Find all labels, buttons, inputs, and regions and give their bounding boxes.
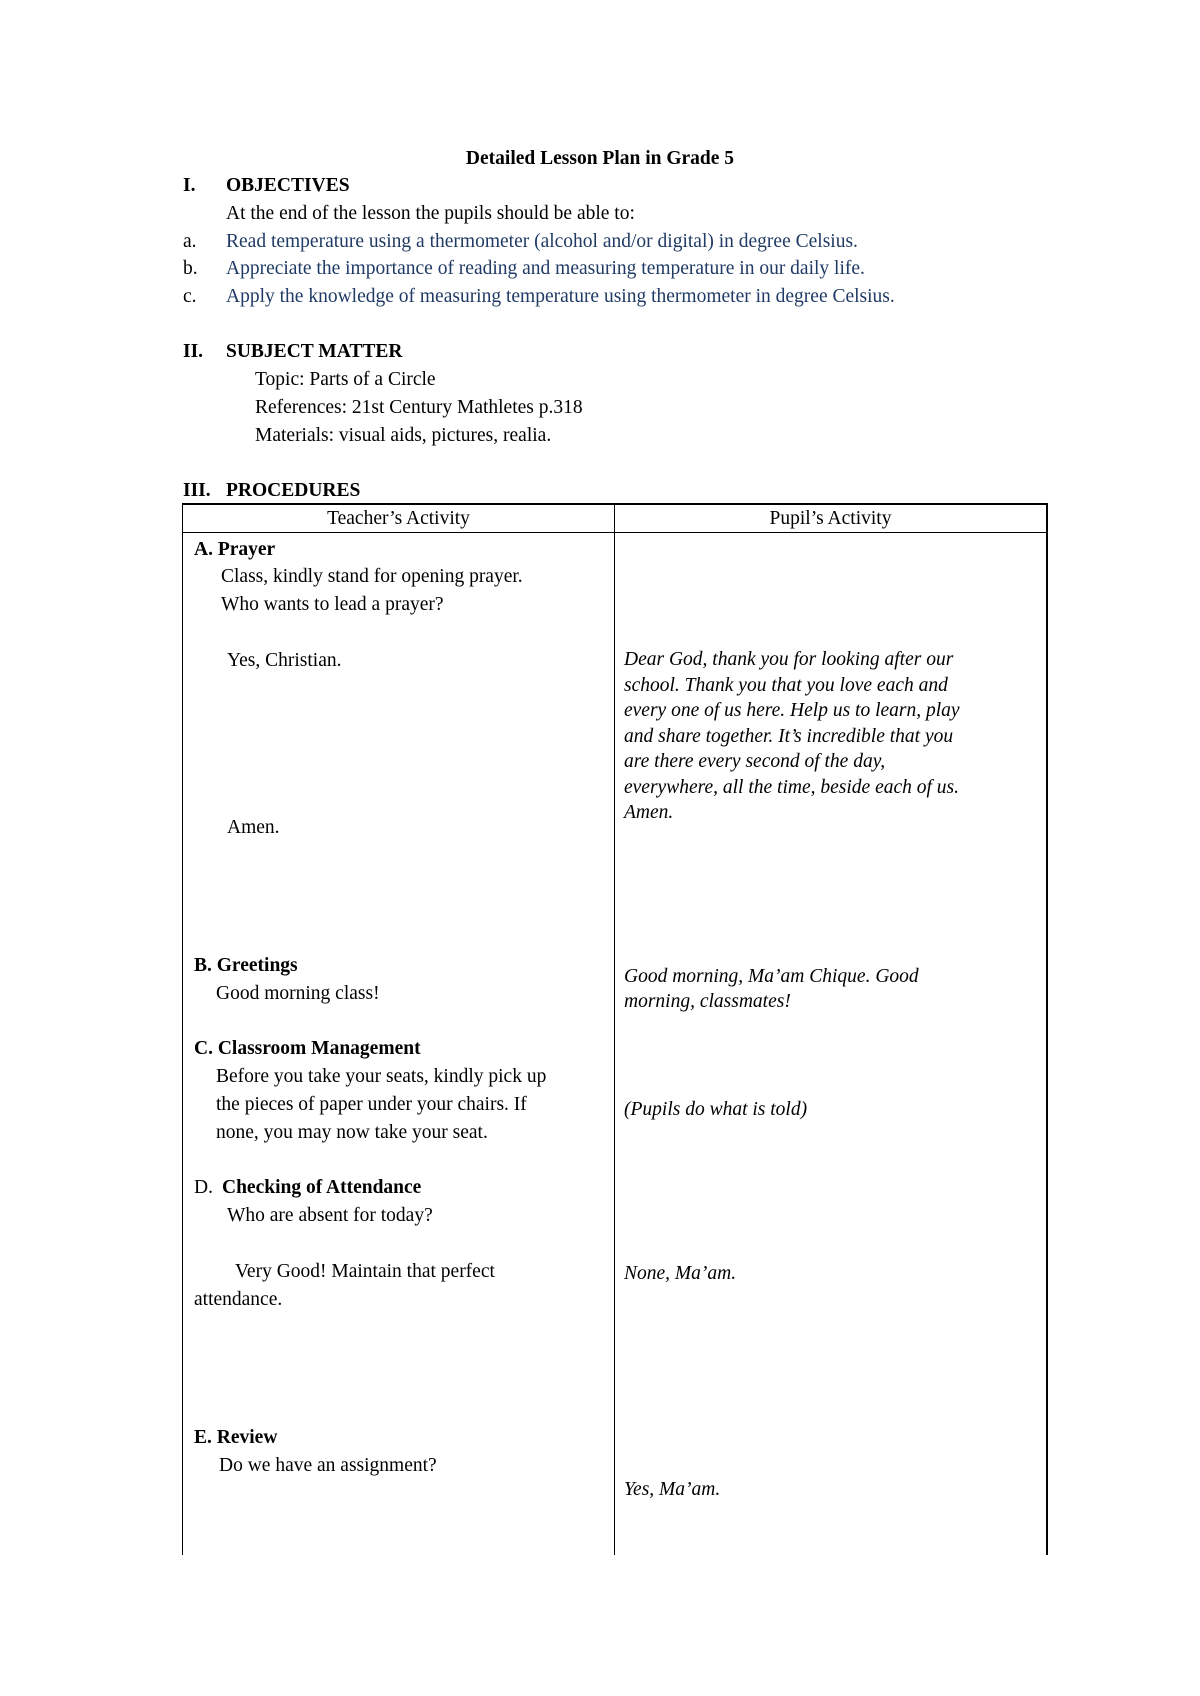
- page-title: Detailed Lesson Plan in Grade 5: [465, 148, 735, 169]
- pupil-line: and share together. It’s incredible that you: [624, 726, 954, 747]
- subject-matter-heading: SUBJECT MATTER: [226, 341, 403, 362]
- column-header-pupil: Pupil’s Activity: [769, 508, 892, 529]
- table-header-divider: [182, 532, 1048, 533]
- review-heading: E. Review: [194, 1427, 278, 1448]
- table-border-left: [182, 503, 183, 1555]
- teacher-line: Class, kindly stand for opening prayer.: [221, 566, 523, 587]
- teacher-line: Amen.: [227, 817, 280, 838]
- teacher-line: Good morning class!: [216, 983, 380, 1004]
- attendance-heading: Checking of Attendance: [222, 1177, 422, 1198]
- subject-topic: Topic: Parts of a Circle: [255, 369, 436, 390]
- greetings-heading: B. Greetings: [194, 955, 298, 976]
- objective-marker: a.: [183, 231, 197, 252]
- pupil-line: None, Ma’am.: [624, 1263, 737, 1284]
- procedures-heading: PROCEDURES: [226, 480, 361, 501]
- subject-matter-numeral: II.: [183, 341, 204, 362]
- subject-materials: Materials: visual aids, pictures, realia.: [255, 425, 552, 446]
- teacher-line: Very Good! Maintain that perfect: [235, 1261, 495, 1282]
- objective-marker: c.: [183, 286, 197, 307]
- pupil-line: Yes, Ma’am.: [624, 1479, 721, 1500]
- management-heading: C. Classroom Management: [194, 1038, 421, 1059]
- objectives-numeral: I.: [183, 175, 196, 196]
- subject-references: References: 21st Century Mathletes p.318: [255, 397, 583, 418]
- teacher-line: Do we have an assignment?: [219, 1455, 437, 1476]
- procedures-numeral: III.: [183, 480, 211, 501]
- teacher-line: the pieces of paper under your chairs. If: [216, 1094, 527, 1115]
- pupil-line: everywhere, all the time, beside each of us.: [624, 777, 960, 798]
- teacher-line: attendance.: [194, 1289, 283, 1310]
- pupil-line: morning, classmates!: [624, 991, 791, 1012]
- table-border-top: [182, 503, 1048, 505]
- objective-item: Read temperature using a thermometer (alcohol and/or digital) in degree Celsius.: [226, 231, 858, 252]
- pupil-line: are there every second of the day,: [624, 751, 886, 772]
- pupil-line: Amen.: [624, 802, 674, 823]
- table-border-right: [1046, 503, 1048, 1555]
- prayer-heading: A. Prayer: [194, 539, 276, 560]
- teacher-line: Who wants to lead a prayer?: [221, 594, 444, 615]
- objectives-heading: OBJECTIVES: [226, 175, 350, 196]
- attendance-prefix: D.: [194, 1177, 213, 1198]
- objectives-intro: At the end of the lesson the pupils should be able to:: [226, 203, 635, 224]
- table-column-divider: [614, 503, 615, 1555]
- teacher-line: Yes, Christian.: [227, 650, 342, 671]
- teacher-line: Who are absent for today?: [227, 1205, 433, 1226]
- pupil-line: (Pupils do what is told): [624, 1099, 808, 1120]
- pupil-line: every one of us here. Help us to learn, play: [624, 700, 960, 721]
- objective-item: Apply the knowledge of measuring temperature using thermometer in degree Celsius.: [226, 286, 895, 307]
- column-header-teacher: Teacher’s Activity: [327, 508, 470, 529]
- pupil-line: school. Thank you that you love each and: [624, 675, 948, 696]
- teacher-line: none, you may now take your seat.: [216, 1122, 488, 1143]
- objective-marker: b.: [183, 258, 198, 279]
- pupil-line: Good morning, Ma’am Chique. Good: [624, 966, 919, 987]
- objective-item: Appreciate the importance of reading and measuring temperature in our daily life.: [226, 258, 865, 279]
- teacher-line: Before you take your seats, kindly pick up: [216, 1066, 547, 1087]
- pupil-line: Dear God, thank you for looking after our: [624, 649, 954, 670]
